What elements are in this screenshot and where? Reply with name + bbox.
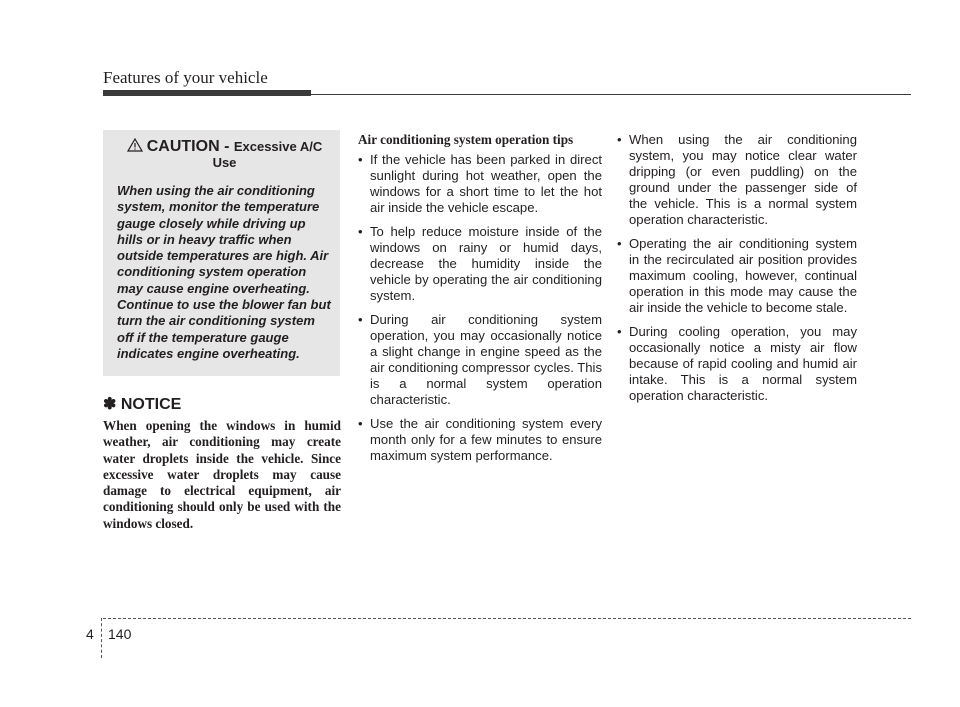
caution-box	[103, 130, 340, 376]
page-number: 140	[108, 626, 132, 642]
header-accent-bar	[103, 90, 311, 96]
caution-title	[117, 138, 332, 171]
caution-label: CAUTION -	[146, 138, 230, 155]
list-item: • When using the air conditioning system, you may notice clear water dripping (or even puddling) on the ground under the passenger side of the vehicle. This is a normal system operation characteristic.	[617, 132, 857, 228]
caution-subtitle-1: Excessive A/C	[233, 139, 323, 154]
list-item: • Use the air conditioning system every month only for a few minutes to ensure maximum system performance.	[358, 416, 602, 464]
tips-heading: Air conditioning system operation tips	[358, 132, 574, 147]
list-item: • During air conditioning system operation, you may occasionally notice a slight change in engine speed as the air conditioning compressor cycles. This is a normal system operation characteristic.	[358, 312, 602, 408]
tips-column-2	[617, 132, 857, 412]
footer-divider	[101, 618, 102, 658]
caution-subtitle-2: Use	[212, 155, 237, 170]
list-item: • If the vehicle has been parked in direct sunlight during hot weather, open the windows for a short time to let the hot air inside the vehicle escape.	[358, 152, 602, 216]
footer-rule	[103, 618, 911, 619]
notice-text: When opening the windows in humid weather, air conditioning may create water droplets inside the vehicle. Since excessive water droplets may cause damage to electrical equipment, air conditioning should only be used with the windows closed.	[103, 418, 341, 531]
tips-column-1	[358, 132, 602, 472]
tips-list-continued	[617, 132, 857, 404]
list-item: • To help reduce moisture inside of the windows on rainy or humid days, decrease the humidity inside the vehicle by operating the air conditioning system.	[358, 224, 602, 304]
notice-heading: ✽ NOTICE	[103, 396, 182, 413]
page-header-title: Features of your vehicle	[103, 68, 268, 87]
tips-list	[358, 152, 602, 464]
warning-triangle-icon	[127, 138, 143, 152]
section-number: 4	[86, 626, 94, 642]
caution-text: When using the air conditioning system, monitor the temperature gauge closely while driving up hills or in heavy traffic when outside temperatures are high. Air conditioning system operation may cause engine overheating. Continue to use the blower fan but turn the air conditioning system off if the temperature gauge indicates engine overheating.	[117, 183, 331, 361]
header-rule	[103, 94, 911, 95]
list-item: • During cooling operation, you may occasionally notice a misty air flow because of rapid cooling and humid air intake. This is a normal system operation characteristic.	[617, 324, 857, 404]
list-item: • Operating the air conditioning system in the recirculated air position provides maximum cooling, however, continual operation in this mode may cause the air inside the vehicle to become stale.	[617, 236, 857, 316]
